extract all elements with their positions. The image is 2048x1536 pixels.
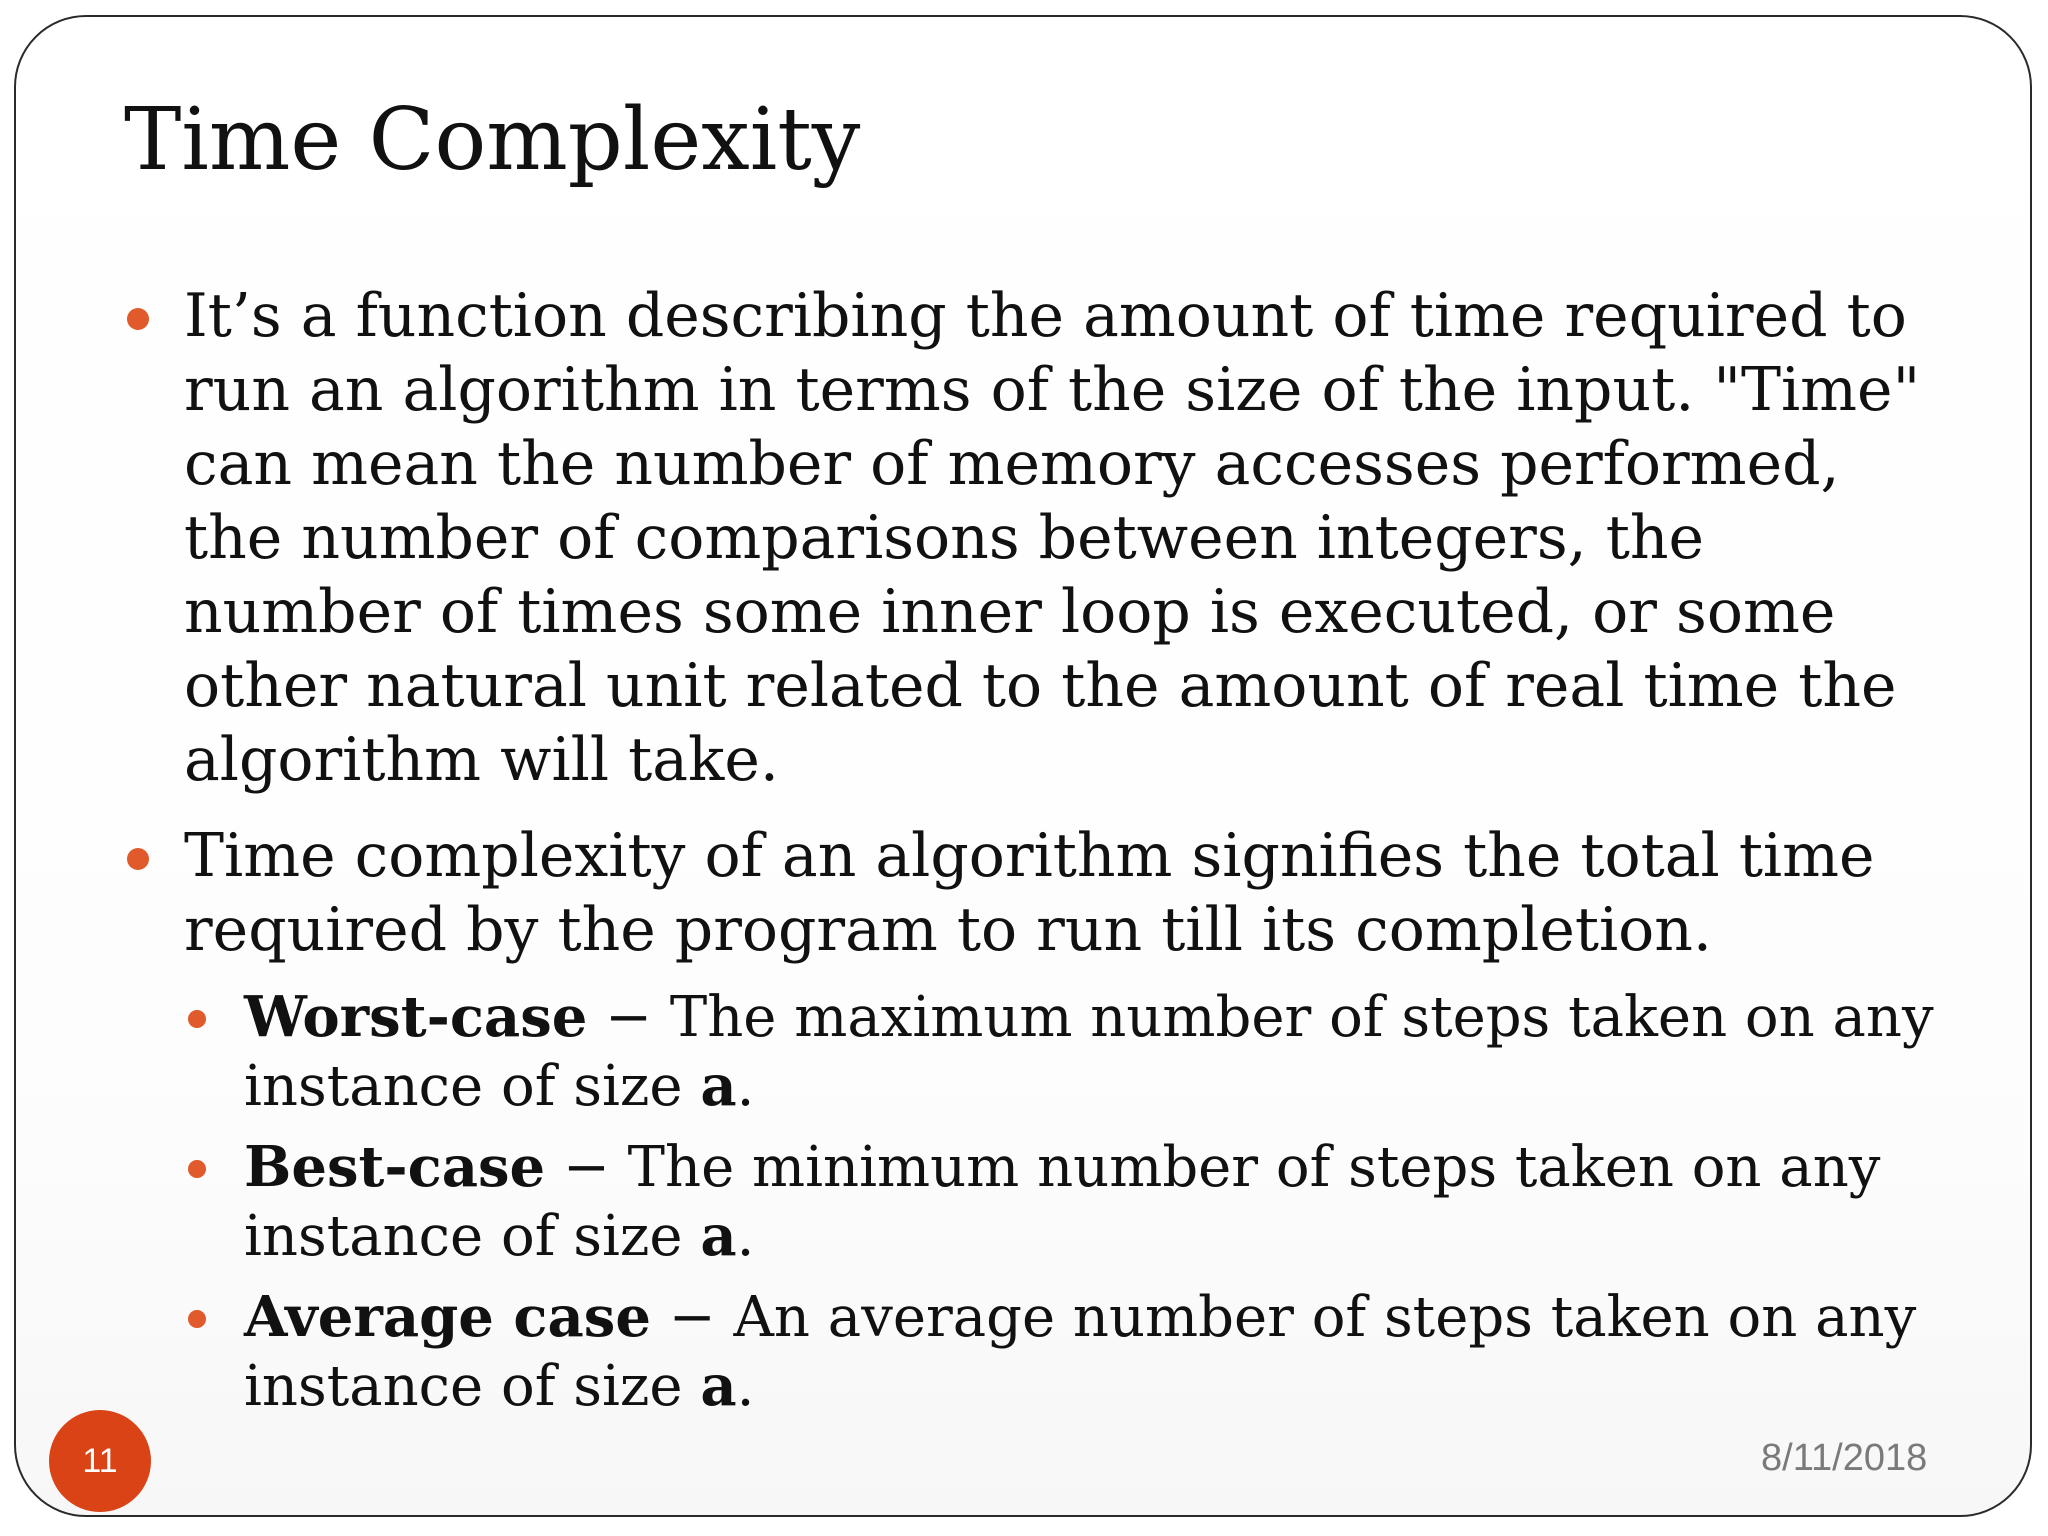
sub-bullet-end: . xyxy=(736,1354,755,1419)
sub-bullet-variable: a xyxy=(700,1053,737,1119)
bullet-dot-icon xyxy=(188,1160,206,1178)
sub-bullet-term: Worst-case xyxy=(244,984,588,1050)
slide-number-badge: 11 xyxy=(49,1410,151,1512)
bullet-dot-icon xyxy=(127,848,149,870)
sub-bullet-best-case xyxy=(184,1133,1954,1271)
sub-bullet-term: Best-case xyxy=(244,1134,546,1200)
sub-bullet-variable: a xyxy=(700,1353,737,1419)
bullet-dot-icon xyxy=(188,1310,206,1328)
slide-body xyxy=(124,279,1954,1433)
slide-title: Time Complexity xyxy=(124,90,861,190)
slide-date: 8/11/2018 xyxy=(1761,1437,1928,1479)
bullet-dot-icon xyxy=(188,1010,206,1028)
sub-bullet-text: − The maximum number of steps taken on any instance of size xyxy=(244,985,1934,1119)
sub-bullet-text: − An average number of steps taken on any instance of size xyxy=(244,1285,1917,1419)
bullet-text: It’s a function describing the amount of time required to run an algorithm in terms of the size of the input. "Time" can mean the number of memory accesses performed, the number of comparisons between integers, the number of times some inner loop is executed, or some other natural unit related to the amount of real time the algorithm will take. xyxy=(184,281,1921,795)
sub-bullet-variable: a xyxy=(700,1203,737,1269)
slide-frame xyxy=(14,15,2032,1517)
sub-bullet-worst-case xyxy=(184,983,1954,1121)
sub-bullet-average-case xyxy=(184,1283,1954,1421)
bullet-item xyxy=(124,819,1954,967)
sub-bullet-list xyxy=(184,983,1954,1421)
sub-bullet-text: − The minimum number of steps taken on any instance of size xyxy=(244,1135,1881,1269)
bullet-dot-icon xyxy=(127,308,149,330)
bullet-text: Time complexity of an algorithm signifies the total time required by the program to run till its completion. xyxy=(184,821,1875,965)
bullet-item xyxy=(124,279,1954,797)
sub-bullet-end: . xyxy=(736,1204,755,1269)
sub-bullet-end: . xyxy=(736,1054,755,1119)
sub-bullet-term: Average case xyxy=(244,1284,651,1350)
